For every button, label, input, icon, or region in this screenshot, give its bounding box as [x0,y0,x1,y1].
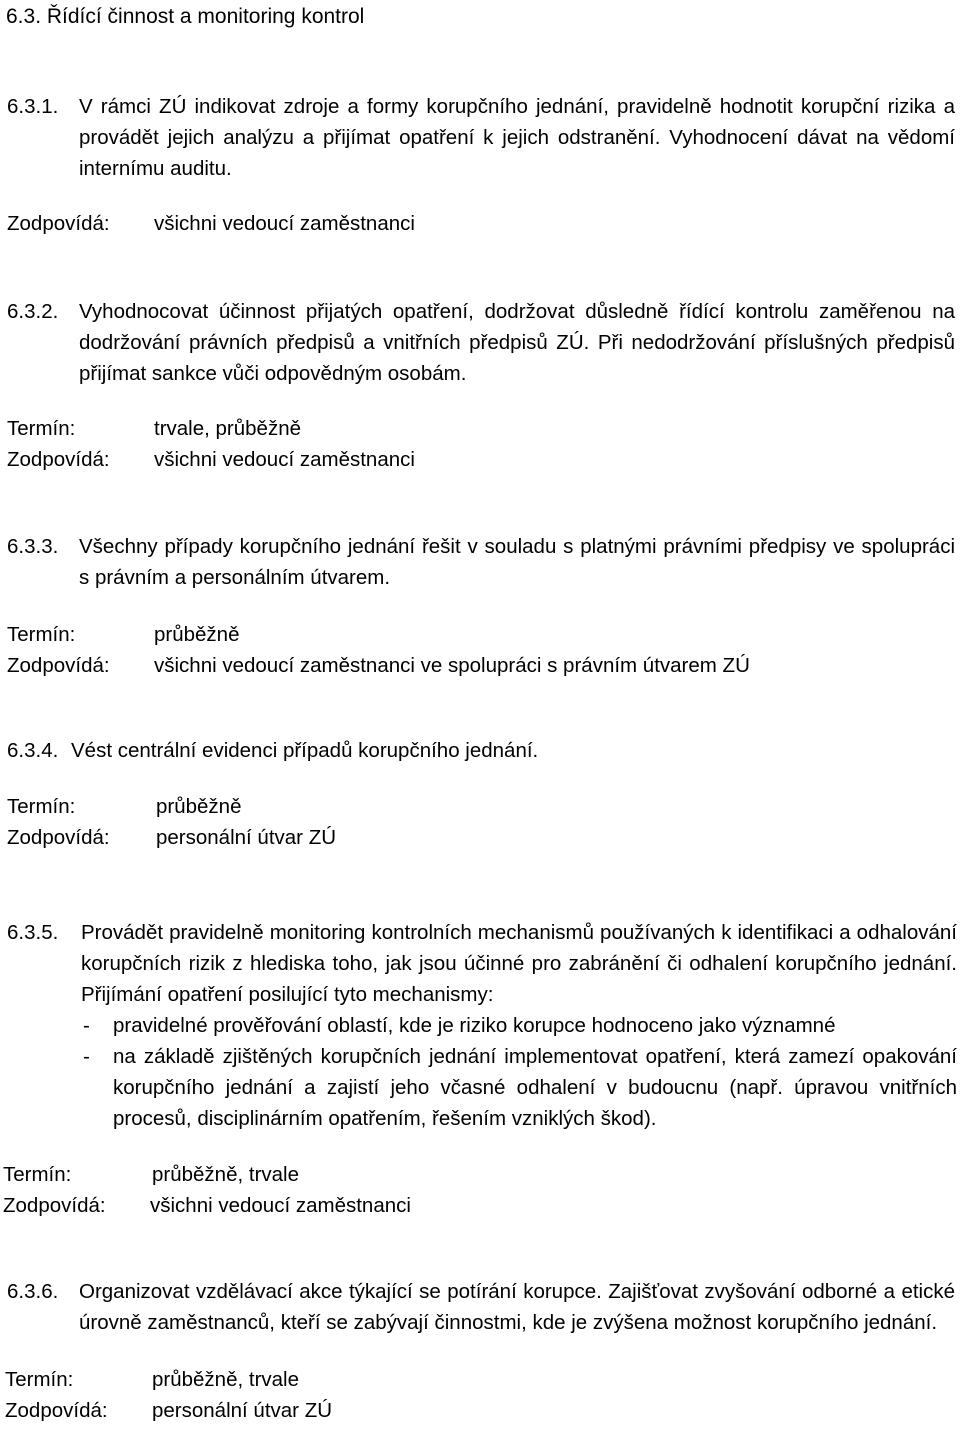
term-value: průběžně, trvale [152,1163,300,1186]
item-6-3-5 [0,917,960,1221]
term-label: Termín: [7,623,76,646]
item-6-3-1 [0,91,960,239]
term-row [0,791,960,822]
responsible-value: všichni vedoucí zaměstnanci [154,448,415,471]
item-body: Vést centrální evidenci případů korupčního jednání. [71,739,539,762]
section-heading: 6.3. Řídící činnost a monitoring kontrol [6,5,365,28]
item-paragraph [0,531,960,593]
term-row [0,1364,960,1395]
item-body: Provádět pravidelně monitoring kontrolních mechanismů používaných k identifikaci a odhalování korupčních rizik z hlediska toho, jak jsou účinné pro zabránění či odhalení korupčního jednání. Přijímání opatření posilující tyto mechanismy: [81,921,957,1006]
list-item [81,1010,957,1041]
item-number: 6.3.4. [7,739,59,762]
term-label: Termín: [5,1368,74,1391]
item-meta [0,208,960,239]
responsible-label: Zodpovídá: [7,826,110,849]
responsible-label: Zodpovídá: [7,212,110,235]
item-paragraph [0,917,960,1134]
term-label: Termín: [3,1163,72,1186]
dash-marker: - [83,1045,90,1068]
term-row [0,619,960,650]
item-paragraph [0,1276,960,1338]
responsible-row [0,1395,960,1426]
item-paragraph [0,735,960,766]
item-meta [0,619,960,681]
item-meta [0,1159,960,1221]
responsible-value: všichni vedoucí zaměstnanci ve spolupráci s právním útvarem ZÚ [154,654,750,677]
measures-list [81,1010,957,1134]
responsible-value: všichni vedoucí zaměstnanci [150,1194,411,1217]
item-6-3-3 [0,531,960,681]
term-row [0,1159,960,1190]
item-body: Všechny případy korupčního jednání řešit v souladu s platnými právními předpisy ve spolupráci s právním a personálním útvarem. [79,535,955,589]
item-body: Vyhodnocovat účinnost přijatých opatření, dodržovat důsledně řídící kontrolu zaměřenou na dodržování právních předpisů a vnitřních předpisů ZÚ. Při nedodržování příslušných předpisů přijímat sankce vůči odpovědným osobám. [79,300,955,385]
responsible-label: Zodpovídá: [3,1194,106,1217]
item-paragraph [0,296,960,389]
term-label: Termín: [7,417,76,440]
list-item [81,1041,957,1134]
responsible-value: personální útvar ZÚ [152,1399,333,1422]
item-number: 6.3.5. [7,921,59,944]
item-6-3-6 [0,1276,960,1426]
responsible-label: Zodpovídá: [7,654,110,677]
term-value: průběžně, trvale [152,1368,300,1391]
term-value: trvale, průběžně [154,417,302,440]
item-meta [0,1364,960,1426]
responsible-label: Zodpovídá: [5,1399,108,1422]
responsible-row [0,822,960,853]
responsible-label: Zodpovídá: [7,448,110,471]
item-number: 6.3.6. [7,1280,59,1303]
item-paragraph [0,91,960,184]
dash-marker: - [83,1014,90,1037]
list-item-text: pravidelné prověřování oblastí, kde je riziko korupce hodnoceno jako významné [113,1014,836,1037]
term-row [0,413,960,444]
term-value: průběžně [156,795,242,818]
responsible-row [0,650,960,681]
item-6-3-4 [0,735,960,853]
item-body: Organizovat vzdělávací akce týkající se potírání korupce. Zajišťovat zvyšování odborné a etické úrovně zaměstnanců, kteří se zabývají činnostmi, kde je zvýšena možnost korupčního jednání. [79,1280,955,1334]
item-body: V rámci ZÚ indikovat zdroje a formy korupčního jednání, pravidelně hodnotit korupční rizika a provádět jejich analýzu a přijímat opatření k jejich odstranění. Vyhodnocení dávat na vědomí internímu auditu. [79,95,955,180]
item-meta [0,791,960,853]
item-meta [0,413,960,475]
responsible-row [0,444,960,475]
item-number: 6.3.2. [7,300,59,323]
responsible-value: všichni vedoucí zaměstnanci [154,212,415,235]
item-number: 6.3.3. [7,535,59,558]
item-number: 6.3.1. [7,95,59,118]
term-label: Termín: [7,795,76,818]
item-6-3-2 [0,296,960,475]
responsible-row [0,208,960,239]
list-item-text: na základě zjištěných korupčních jednání implementovat opatření, která zamezí opakování korupčního jednání a zajistí jeho včasné odhalení v budoucnu (např. úpravou vnitřních procesů, disciplinárním opatřením, řešením vzniklých škod). [113,1045,957,1130]
responsible-value: personální útvar ZÚ [156,826,337,849]
responsible-row [0,1190,960,1221]
term-value: průběžně [154,623,240,646]
